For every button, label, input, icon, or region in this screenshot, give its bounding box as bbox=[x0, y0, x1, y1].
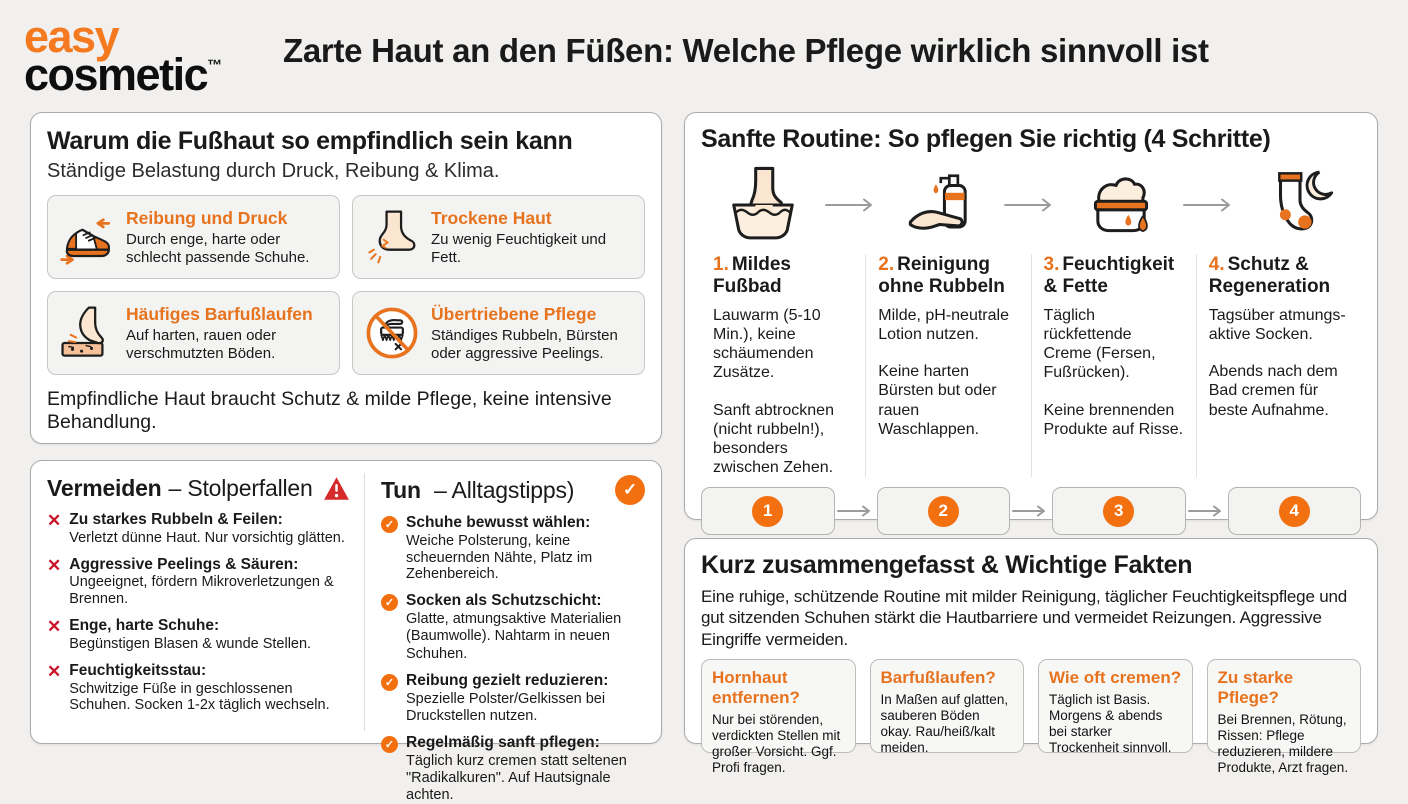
trademark-symbol: ™ bbox=[207, 57, 223, 74]
routine-step-4: 4. Schutz & Regeneration Tagsüber atmungs-aktive Socken. Abends nach dem Bad cremen für beste Aufnahme. bbox=[1196, 254, 1361, 477]
routine-icons-row bbox=[701, 162, 1361, 248]
avoid-item: ✕ Feuchtigkeitsstau: Schwitzige Füße in geschlossenen Schuhen. Socken 1-2x täglich wechseln. bbox=[47, 661, 330, 714]
page-title: Zarte Haut an den Füßen: Welche Pflege wirklich sinnvoll ist bbox=[283, 32, 1209, 69]
x-mark-icon: ✕ bbox=[47, 661, 62, 681]
step-badge-4: 4 bbox=[1228, 487, 1362, 535]
do-column bbox=[365, 473, 645, 803]
foot-bath-icon bbox=[701, 166, 824, 244]
cause-card-text: Durch enge, harte oder schlecht passende Schuhe. bbox=[126, 231, 310, 266]
step-badge-2: 2 bbox=[877, 487, 1011, 535]
step-badges-row bbox=[701, 487, 1361, 535]
cream-jar-icon bbox=[1059, 166, 1182, 244]
routine-panel-title: Sanfte Routine: So pflegen Sie richtig (4 Schritte) bbox=[701, 125, 1271, 153]
fact-card-zu-starke-pflege: Zu starke Pflege? Bei Brennen, Rötung, Rissen: Pflege reduzieren, mildere Produkte, Arzt fragen. bbox=[1207, 659, 1362, 753]
arrow-right-icon bbox=[1010, 505, 1052, 517]
do-item: ✓ Regelmäßig sanft pflegen: Täglich kurz cremen statt seltenen "Radikalkuren". Auf Hautsignale achten. bbox=[381, 734, 645, 803]
check-bullet-icon: ✓ bbox=[381, 516, 398, 533]
routine-panel bbox=[684, 112, 1378, 520]
summary-panel-title: Kurz zusammengefasst & Wichtige Fakten bbox=[701, 551, 1193, 579]
arrow-right-icon bbox=[1003, 198, 1059, 212]
arrow-right-icon bbox=[1182, 198, 1238, 212]
no-brush-icon bbox=[363, 304, 421, 362]
lotion-hand-icon bbox=[880, 166, 1003, 244]
summary-paragraph: Eine ruhige, schützende Routine mit milder Reinigung, täglicher Feuchtigkeitspflege und gut sitzenden Schuhen stärkt die Hautbarriere und vermeidet Reizungen. Aggressive Eingriffe vermeiden. bbox=[701, 587, 1347, 649]
why-panel-footer-note: Empfindliche Haut braucht Schutz & milde Pflege, keine intensive Behandlung. bbox=[47, 388, 612, 433]
x-mark-icon: ✕ bbox=[47, 511, 62, 530]
cause-cards-grid bbox=[47, 195, 645, 375]
dry-heel-icon bbox=[363, 208, 421, 266]
fact-card-hornhaut: Hornhaut entfernen? Nur bei störenden, verdickten Stellen mit großer Vorsicht. Ggf. Profi fragen. bbox=[701, 659, 856, 753]
do-item: ✓ Reibung gezielt reduzieren: Spezielle Polster/Gelkissen bei Druckstellen nutzen. bbox=[381, 672, 645, 725]
routine-step-3: 3. Feuchtigkeit & Fette Täglich rückfettende Creme (Fersen, Fußrücken). Keine brennenden Produkte auf Risse. bbox=[1031, 254, 1196, 477]
why-panel-title: Warum die Fußhaut so empfindlich sein kann bbox=[47, 127, 573, 155]
barefoot-icon bbox=[58, 304, 116, 362]
step-badge-1: 1 bbox=[701, 487, 835, 535]
cause-card-barefoot bbox=[47, 291, 340, 375]
cause-card-overcare bbox=[352, 291, 645, 375]
sneaker-icon bbox=[58, 208, 116, 266]
avoid-item: ✕ Enge, harte Schuhe: Begünstigen Blasen & wunde Stellen. bbox=[47, 617, 312, 652]
cause-card-title: Übertriebene Pflege bbox=[431, 304, 597, 325]
routine-step-1: 1. Mildes Fußbad Lauwarm (5-10 Min.), keine schäumenden Zusätze. Sanft abtrocknen (nicht rubbeln!), besonders zwischen Zehen. bbox=[713, 254, 834, 477]
cause-card-title: Reibung und Druck bbox=[126, 208, 288, 229]
routine-step-2: 2. Reinigung ohne Rubbeln Milde, pH-neutrale Lotion nutzen. Keine harten Bürsten but oder rauen Waschlappen. bbox=[865, 254, 1030, 477]
do-item: ✓ Schuhe bewusst wählen: Weiche Polsterung, keine scheuernden Nähte, Platz im Zehenbereich. bbox=[381, 514, 645, 583]
step-badge-3: 3 bbox=[1052, 487, 1186, 535]
fact-cards-row bbox=[701, 659, 1361, 775]
cause-card-friction bbox=[47, 195, 340, 279]
cause-card-text: Zu wenig Feuchtigkeit und Fett. bbox=[431, 231, 607, 266]
x-mark-icon: ✕ bbox=[47, 555, 62, 575]
sock-moon-icon bbox=[1238, 166, 1361, 244]
x-mark-icon: ✕ bbox=[47, 617, 62, 637]
check-bullet-icon: ✓ bbox=[381, 594, 398, 611]
warning-triangle-icon bbox=[323, 476, 350, 501]
logo-easy-text: easy bbox=[24, 11, 119, 62]
cause-card-text: Auf harten, rauen oder verschmutzten Böden. bbox=[126, 327, 277, 362]
check-bullet-icon: ✓ bbox=[381, 736, 398, 753]
fact-card-cremen: Wie oft cremen? Täglich ist Basis. Morgens & abends bei starker Trockenheit sinnvoll. bbox=[1038, 659, 1193, 753]
why-sensitive-panel bbox=[30, 112, 662, 444]
arrow-right-icon bbox=[824, 198, 880, 212]
avoid-column-title: Vermeiden – Stolperfallen bbox=[47, 475, 352, 502]
fact-card-barfuss: Barfußlaufen? In Maßen auf glatten, sauberen Böden okay. Rau/heiß/kalt meiden. bbox=[870, 659, 1025, 753]
arrow-right-icon bbox=[835, 505, 877, 517]
summary-panel bbox=[684, 538, 1378, 775]
cause-card-dry-skin bbox=[352, 195, 645, 279]
logo-cosmetic-text: cosmetic™ bbox=[24, 49, 223, 100]
do-column-title: Tun – Alltagstipps) ✓ bbox=[381, 475, 645, 505]
arrow-right-icon bbox=[1186, 505, 1228, 517]
easycosmetic-logo bbox=[24, 11, 223, 100]
cause-card-title: Trockene Haut bbox=[431, 208, 552, 229]
routine-steps-row bbox=[701, 254, 1361, 477]
do-item: ✓ Socken als Schutzschicht: Glatte, atmungsaktive Materialien (Baumwolle). Nahtarm in neuen Schuhen. bbox=[381, 592, 645, 663]
check-circle-icon: ✓ bbox=[615, 475, 645, 505]
cause-card-title: Häufiges Barfußlaufen bbox=[126, 304, 313, 325]
avoid-item: ✕ Aggressive Peelings & Säuren: Ungeeignet, fördern Mikroverletzungen & Brennen. bbox=[47, 555, 334, 608]
avoid-do-panel bbox=[30, 460, 662, 803]
avoid-item: ✕ Zu starkes Rubbeln & Feilen: Verletzt dünne Haut. Nur vorsichtig glätten. bbox=[47, 511, 345, 546]
avoid-column bbox=[47, 473, 365, 731]
check-bullet-icon: ✓ bbox=[381, 674, 398, 691]
cause-card-text: Ständiges Rubbeln, Bürsten oder aggressive Peelings. bbox=[431, 327, 618, 362]
why-panel-subtitle: Ständige Belastung durch Druck, Reibung & Klima. bbox=[47, 160, 500, 182]
